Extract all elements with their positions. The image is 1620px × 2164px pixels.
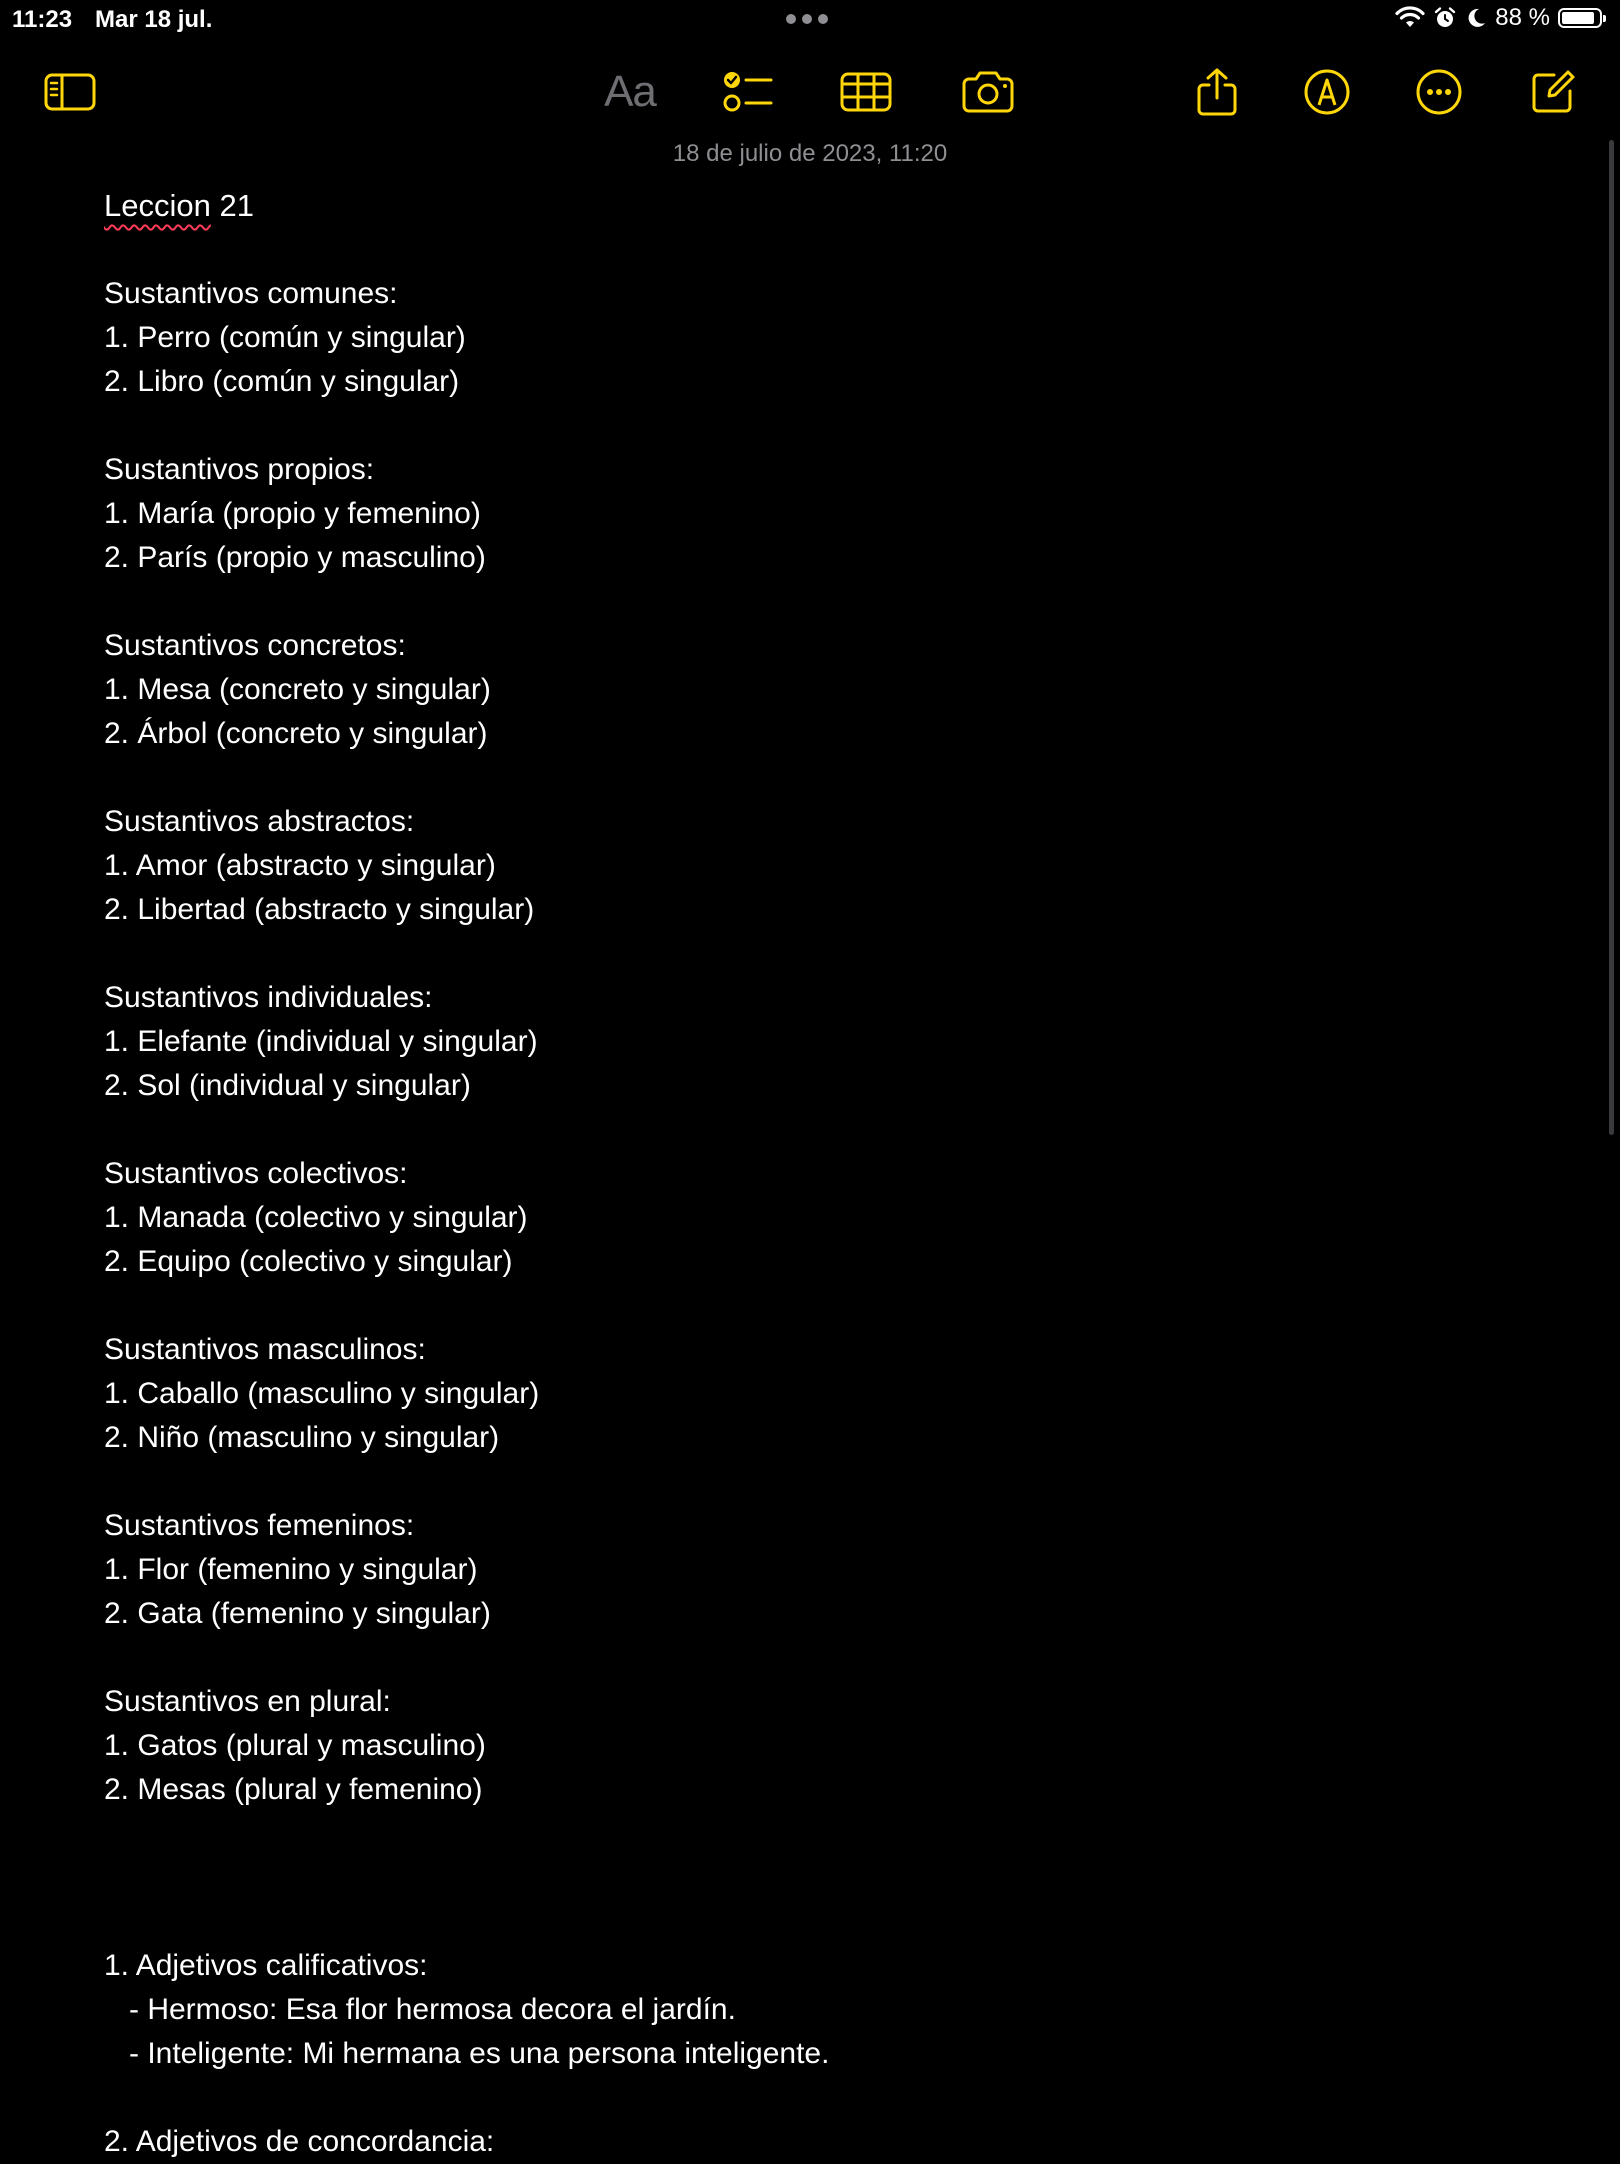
note-line: 1. Elefante (individual y singular) xyxy=(104,1025,538,1058)
note-blank-line xyxy=(104,1636,1504,1680)
note-line: 1. Gatos (plural y masculino) xyxy=(104,1729,486,1762)
note-editor[interactable] xyxy=(104,184,1504,2164)
markup-button[interactable] xyxy=(1295,60,1359,124)
note-line: Sustantivos concretos: xyxy=(104,629,406,662)
note-line: Sustantivos colectivos: xyxy=(104,1157,408,1190)
new-note-button[interactable] xyxy=(1521,60,1585,124)
note-line: Sustantivos comunes: xyxy=(104,277,398,310)
note-date: 18 de julio de 2023, 11:20 xyxy=(672,140,948,167)
sidebar-toggle-button[interactable] xyxy=(38,60,102,124)
more-icon xyxy=(1414,67,1464,117)
note-line: Sustantivos masculinos: xyxy=(104,1333,426,1366)
note-blank-line xyxy=(104,1284,1504,1328)
note-blank-line xyxy=(104,1108,1504,1152)
more-button[interactable] xyxy=(1407,60,1471,124)
note-line: 2. Libertad (abstracto y singular) xyxy=(104,893,535,926)
camera-icon xyxy=(960,70,1016,114)
note-line: - Inteligente: Mi hermana es una persona inteligente. xyxy=(104,2037,830,2070)
status-indicators xyxy=(1395,4,1602,32)
note-title-rest: 21 xyxy=(210,188,254,223)
note-line: 1. María (propio y femenino) xyxy=(104,497,481,530)
table-button[interactable] xyxy=(834,60,898,124)
status-bar xyxy=(0,0,1620,40)
alarm-icon xyxy=(1433,6,1457,30)
note-line: 1. Mesa (concreto y singular) xyxy=(104,673,491,706)
note-blank-line xyxy=(104,404,1504,448)
note-line: 2. París (propio y masculino) xyxy=(104,541,486,574)
markup-icon xyxy=(1302,67,1352,117)
share-button[interactable] xyxy=(1185,60,1249,124)
note-line: 2. Árbol (concreto y singular) xyxy=(104,717,488,750)
note-line: - Hermoso: Esa flor hermosa decora el jardín. xyxy=(104,1993,736,2026)
scrollbar[interactable] xyxy=(1609,140,1614,1135)
note-blank-line xyxy=(104,756,1504,800)
camera-button[interactable] xyxy=(956,60,1020,124)
note-line: Sustantivos femeninos: xyxy=(104,1509,415,1542)
note-line: Sustantivos propios: xyxy=(104,453,375,486)
note-toolbar xyxy=(0,60,1620,124)
note-line: 1. Amor (abstracto y singular) xyxy=(104,849,496,882)
note-blank-line xyxy=(104,1900,1504,1944)
note-line: 1. Manada (colectivo y singular) xyxy=(104,1201,528,1234)
misspelled-word[interactable]: Leccion xyxy=(104,188,211,223)
format-label: Aa xyxy=(604,67,656,116)
battery-level xyxy=(1562,12,1594,24)
note-line: 1. Perro (común y singular) xyxy=(104,321,466,354)
note-blank-line xyxy=(104,2076,1504,2120)
note-line: 1. Caballo (masculino y singular) xyxy=(104,1377,540,1410)
note-line: 2. Mesas (plural y femenino) xyxy=(104,1773,483,1806)
table-icon xyxy=(839,70,893,114)
battery-icon xyxy=(1558,8,1602,28)
checklist-icon xyxy=(721,67,775,117)
note-line: 2. Sol (individual y singular) xyxy=(104,1069,471,1102)
battery-percentage: 88 % xyxy=(1495,4,1550,31)
share-icon xyxy=(1195,67,1239,117)
format-button[interactable] xyxy=(598,60,662,124)
moon-icon xyxy=(1465,6,1487,30)
note-line: 2. Adjetivos de concordancia: xyxy=(104,2125,495,2158)
status-date: Mar 18 jul. xyxy=(95,6,213,33)
status-time: 11:23 xyxy=(12,6,73,33)
note-line: 2. Niño (masculino y singular) xyxy=(104,1421,500,1454)
note-blank-line xyxy=(104,1856,1504,1900)
note-line: 2. Equipo (colectivo y singular) xyxy=(104,1245,513,1278)
note-line: 2. Libro (común y singular) xyxy=(104,365,460,398)
note-line: 1. Flor (femenino y singular) xyxy=(104,1553,478,1586)
sidebar-icon xyxy=(43,70,97,114)
checklist-button[interactable] xyxy=(716,60,780,124)
note-line: Sustantivos en plural: xyxy=(104,1685,391,1718)
compose-icon xyxy=(1528,67,1578,117)
note-line: Sustantivos abstractos: xyxy=(104,805,415,838)
note-blank-line xyxy=(104,1460,1504,1504)
wifi-icon xyxy=(1395,6,1425,30)
multitasking-dots-icon[interactable] xyxy=(786,14,828,24)
note-blank-line xyxy=(104,580,1504,624)
note-text[interactable] xyxy=(104,272,1504,2164)
note-title[interactable] xyxy=(104,184,1504,228)
note-line: 2. Gata (femenino y singular) xyxy=(104,1597,491,1630)
note-blank-line xyxy=(104,932,1504,976)
note-line: 1. Adjetivos calificativos: xyxy=(104,1949,428,1982)
note-line: Sustantivos individuales: xyxy=(104,981,433,1014)
note-blank-line xyxy=(104,1812,1504,1856)
